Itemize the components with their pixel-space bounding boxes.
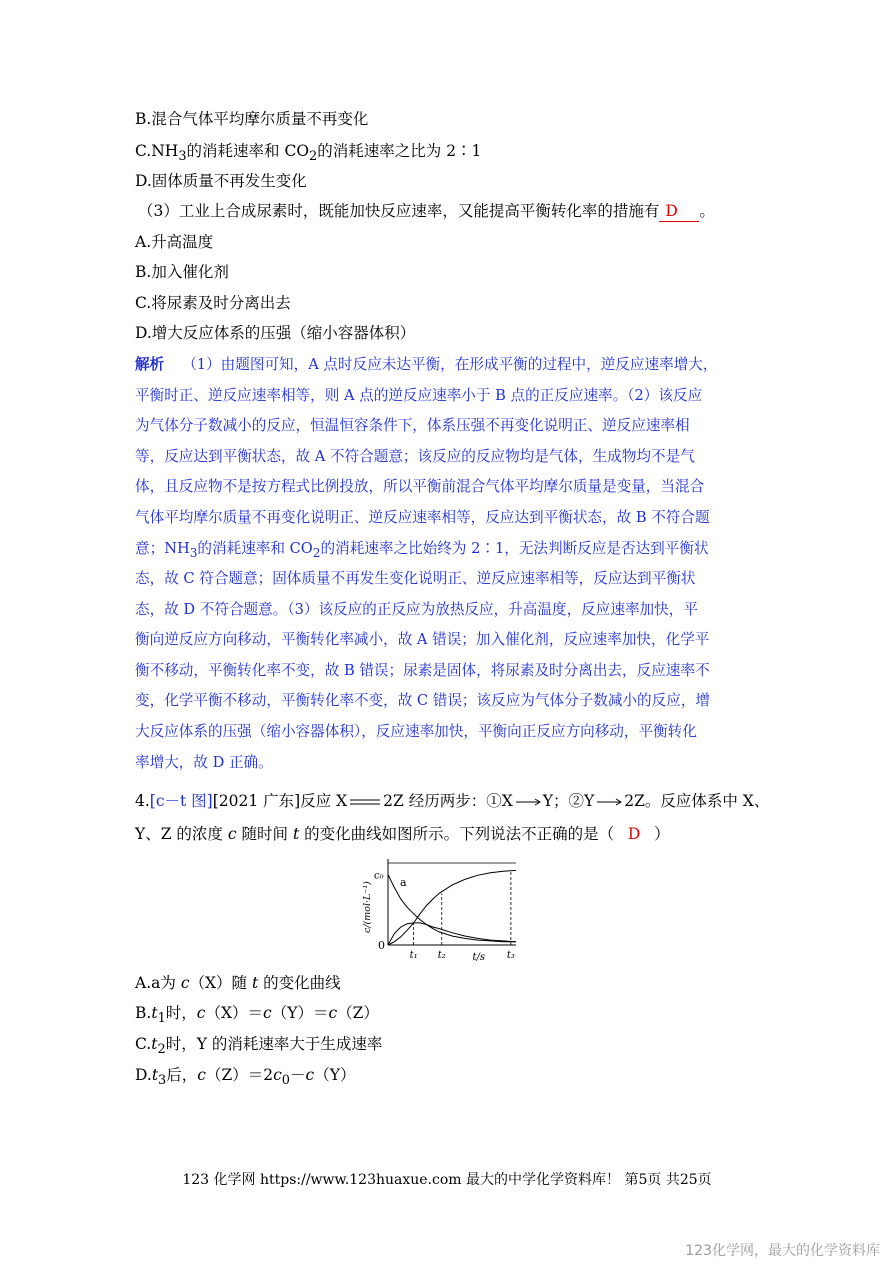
- explanation-line-8: 态，故 C 符合题意；固体质量不再发生变化说明正、逆反应速率相等，反应达到平衡状: [135, 570, 696, 587]
- explanation-line-9: 态，故 D 不符合题意。（3）该反应的正反应为放热反应，升高温度，反应速率加快，平: [135, 601, 698, 618]
- explanation-line-11: 衡不移动，平衡转化率不变，故 B 错误；尿素是固体，将尿素及时分离出去，反应速率不: [135, 662, 710, 679]
- question-4-line-1: 4.[c－t 图][2021 广东]反应 X 2Z 经历两步：①X Y；②Y 2Z。反应体系中 X、: [135, 792, 770, 810]
- option-c-3: C.将尿素及时分离出去: [135, 294, 291, 312]
- origin-label: 0: [378, 939, 385, 952]
- y-axis-label: c/(mol·L⁻¹): [362, 881, 373, 933]
- question-3: （3）工业上合成尿素时，既能加快反应速率，又能提高平衡转化率的措施有 D 。: [138, 202, 715, 220]
- option-c-2: $C.NH_3$的消耗速率和 $CO_2$的消耗速率之比为 2∶1: [135, 142, 482, 165]
- answer-d: D: [627, 825, 641, 843]
- option-a-3: A.升高温度: [135, 233, 214, 251]
- option-b-4: $B.t_1$时，c（X）＝c（Y）＝c（Z）: [135, 1004, 379, 1027]
- explanation-line-5: 体，且反应物不是按方程式比例投放，所以平衡前混合气体平均摩尔质量是变量，当混合: [135, 478, 705, 495]
- x-tick-1: t₁: [409, 950, 418, 961]
- option-d-2: D.固体质量不再发生变化: [135, 172, 307, 190]
- x-tick-3: t₃: [506, 950, 515, 961]
- arrow-icon: [596, 797, 622, 807]
- page-footer: 123 化学网 https://www.123huaxue.com 最大的中学化学资料库！ 第5页 共25页: [182, 1172, 712, 1188]
- option-c-4: $C.t_2$时，Y 的消耗速率大于生成速率: [135, 1035, 383, 1058]
- explanation-line-4: 等，反应达到平衡状态，故 A 不符合题意；该反应的反应物均是气体，生成物均不是气: [135, 448, 695, 465]
- explanation-label: 解析: [135, 356, 165, 373]
- explanation-line-12: 变，化学平衡不移动，平衡转化率不变，故 C 错误；该反应为气体分子数减小的反应，增: [135, 692, 711, 709]
- explanation-line-2: 平衡时正、逆反应速率相等，则 A 点的逆反应速率小于 B 点的正反应速率。（2）该反应: [135, 387, 703, 404]
- answer-blank: D: [659, 201, 699, 222]
- explanation-line-7: 意；$NH_3$的消耗速率和 $CO_2$的消耗速率之比始终为 2∶1，无法判断反应是否达到平衡状: [135, 540, 709, 560]
- arrow-icon: [515, 797, 541, 807]
- explanation-line-13: 大反应体系的压强（缩小容器体积），反应速率加快，平衡向正反应方向移动，平衡转化: [135, 723, 697, 740]
- y-tick-c0: c₀: [374, 870, 384, 882]
- concentration-time-chart: [350, 853, 520, 961]
- option-b-2: B.混合气体平均摩尔质量不再变化: [135, 110, 369, 128]
- explanation-line-14: 率增大，故 D 正确。: [135, 754, 273, 771]
- question-tag: [c－t 图]: [149, 792, 213, 810]
- explanation-line-1: 解析 （1）由题图可知，A 点时反应未达平衡，在形成平衡的过程中，逆反应速率增大，: [135, 356, 718, 373]
- explanation-line-3: 为气体分子数减小的反应，恒温恒容条件下，体系压强不再变化说明正、逆反应速率相: [135, 417, 690, 434]
- watermark: 123化学网，最大的化学资料库: [685, 1243, 880, 1259]
- option-d-4: $D.t_3$后，$c(Z)=2c_0-c(Y)$: [135, 1066, 356, 1089]
- option-d-3: D.增大反应体系的压强（缩小容器体积）: [135, 324, 416, 342]
- equal-arrow-icon: [349, 797, 381, 807]
- explanation-line-10: 衡向逆反应方向移动，平衡转化率减小，故 A 错误；加入催化剂，反应速率加快，化学平: [135, 631, 710, 648]
- curve-label-a: a: [400, 875, 407, 889]
- option-a-4: A.a为 c（X）随 t 的变化曲线: [135, 974, 341, 992]
- option-b-3: B.加入催化剂: [135, 263, 229, 281]
- explanation-line-6: 气体平均摩尔质量不再变化说明正、逆反应速率相等，反应达到平衡状态，故 B 不符合题: [135, 509, 710, 526]
- x-axis-label: t/s: [472, 952, 486, 961]
- x-tick-2: t₂: [437, 950, 446, 961]
- question-4-line-2: Y、Z 的浓度 c 随时间 t 的变化曲线如图所示。下列说法不正确的是（ D ）: [135, 825, 670, 843]
